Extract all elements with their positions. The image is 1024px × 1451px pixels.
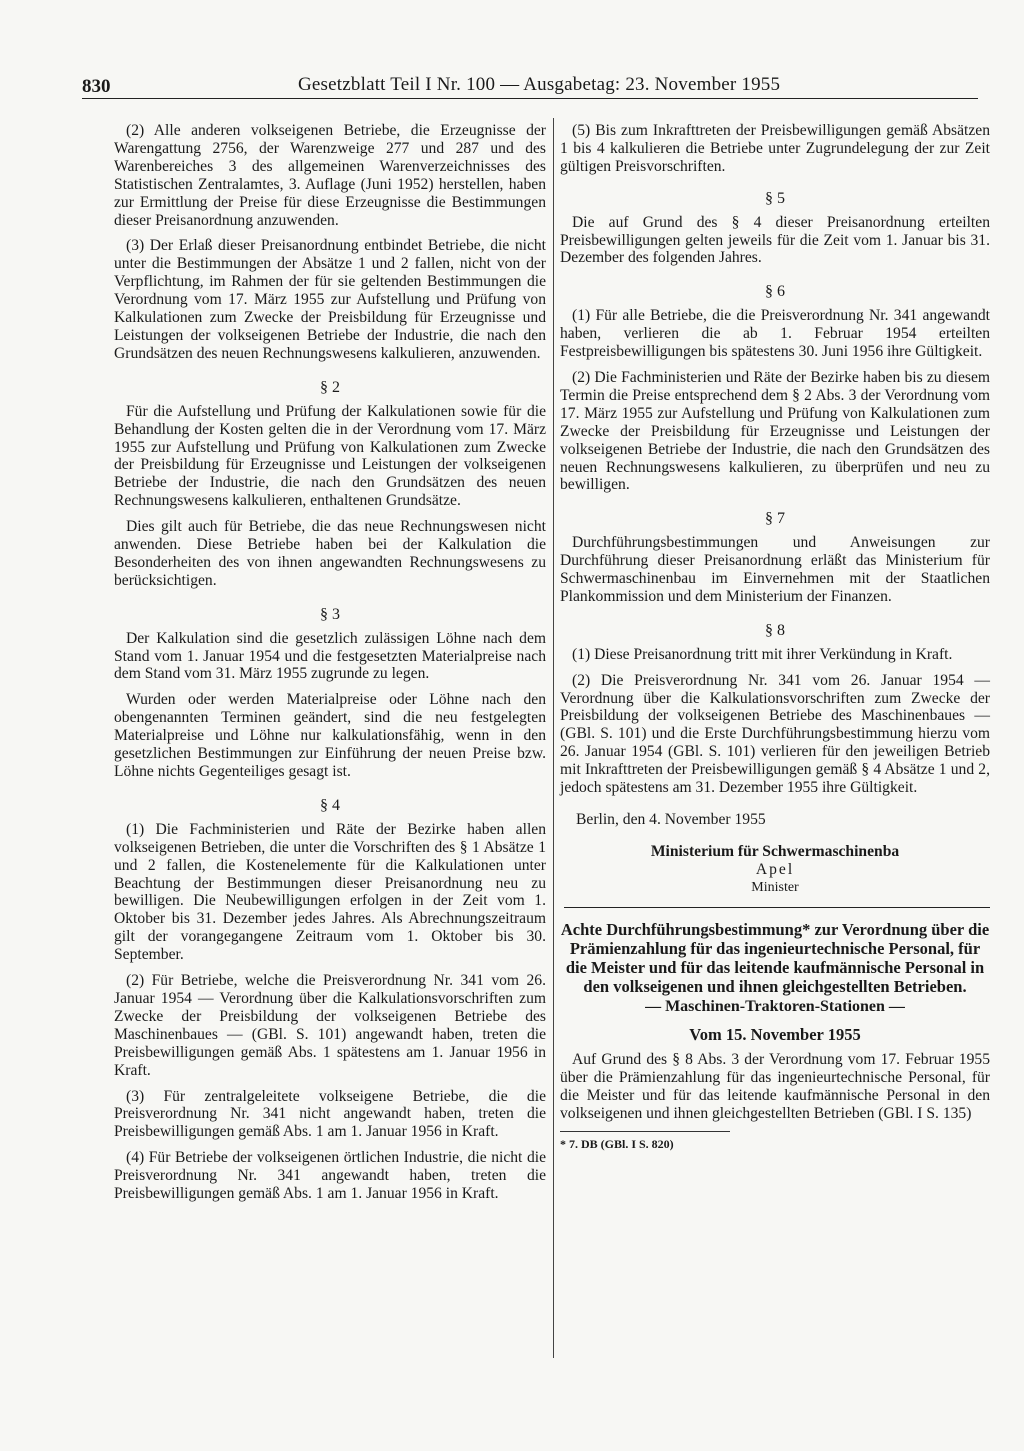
- footnote: * 7. DB (GBl. I S. 820): [560, 1137, 674, 1152]
- section-heading: § 3: [320, 605, 340, 623]
- paragraph: Wurden oder werden Materialpreise oder Löhne nach den obengenannten Terminen geändert, sind die neu festgelegten Materialpreise und Löhne nur kalkulationsfähig, wenn in den gesetzlichen Bestimmungen zur Einführung der neuen Preise bzw. Löhne nichts Gegenteiliges gesagt ist.: [114, 691, 546, 780]
- paragraph: Die auf Grund des § 4 dieser Preisanordnung erteilten Preisbewilligungen gelten jeweils für die Zeit vom 1. Januar bis 31. Dezember des folgenden Jahres.: [560, 213, 990, 267]
- paragraph: Durchführungsbestimmungen und Anweisungen zur Durchführung dieser Preisanordnung erläßt das Ministerium für Schwermaschinenbau im Einvernehmen mit der Staatlichen Plankommission und dem Ministerium der Finanzen.: [560, 534, 990, 605]
- paragraph: (1) Diese Preisanordnung tritt mit ihrer Verkündung in Kraft.: [572, 645, 953, 663]
- header-title: Gesetzblatt Teil I Nr. 100 — Ausgabetag: 23. November 1955: [298, 74, 781, 95]
- paragraph: Dies gilt auch für Betriebe, die das neue Rechnungswesen nicht anwenden. Diese Betriebe haben bei der Kalkulation die Besonderheiten des von ihnen angewandten Rechnungswesens zu berücksichtigen.: [114, 518, 546, 589]
- paragraph: (4) Für Betriebe der volkseigenen örtlichen Industrie, die nicht die Preisverordnung Nr. 341 angewandt haben, treten die Preisbewilligungen gemäß Abs. 1 am 1. Januar 1956 in Kraft.: [114, 1149, 546, 1203]
- paragraph: Für die Aufstellung und Prüfung der Kalkulationen sowie für die Behandlung der Kosten gelten die in der Verordnung vom 17. März 1955 zur Aufstellung und Prüfung von Kalkulationen zum Zwecke der Preisbildung für Erzeugnisse und Leistungen der volkseigenen Betriebe der Industrie, die nach den Grundsätzen des neuen Rechnungswesens kalkulieren, enthaltenen Grundsätze.: [114, 402, 546, 510]
- section-heading: § 2: [320, 378, 340, 396]
- paragraph: (2) Die Fachministerien und Räte der Bezirke haben bis zu diesem Termin die Preise entsprechend dem § 2 Abs. 3 der Verordnung vom 17. März 1955 zur Aufstellung und Prüfung von Kalkulationen zum Zwecke der Preisbildung für Erzeugnisse und Leistungen der volkseigenen Betriebe der Industrie, die nach den Grundsätzen des neuen Rechnungswesens kalkulieren, zu überprüfen und neu zu bewilligen.: [560, 368, 990, 494]
- footnote-rule: [560, 1131, 730, 1132]
- regulation-subtitle: — Maschinen-Traktoren-Stationen —: [645, 997, 905, 1015]
- paragraph: (2) Alle anderen volkseigenen Betriebe, die Erzeugnisse der Warengattung 2756, der Warenzweige 277 und 287 und des Warenbereiches 3 des allgemeinen Warenverzeichnisses des Statistischen Zentralamtes, 3. Auflage (Juni 1952) herstellen, haben zur Ermittlung der Preise für diese Erzeugnisse die Bestimmungen dieser Preisanordnung anzuwenden.: [114, 122, 546, 229]
- paragraph: (5) Bis zum Inkrafttreten der Preisbewilligungen gemäß Absätzen 1 bis 4 kalkulieren die Betriebe unter Zugrundelegung der zur Zeit gültigen Preisvorschriften.: [560, 122, 990, 175]
- paragraph: (1) Die Fachministerien und Räte der Bezirke haben allen volkseigenen Betrieben, die unter die Vorschriften des § 1 Absätze 1 und 2 fallen, die Kostenelemente für die Kalkulationen unter Beachtung der Bestimmungen dieser Preisanordnung neu zu bewilligen. Die Neubewilligungen erfolgen in der Zeit vom 1. Oktober bis 31. Dezember jedes Jahres. Als Abrechnungszeitraum gilt der vorangegangene Zeitraum vom 1. Oktober bis 30. September.: [114, 820, 546, 964]
- regulation-title: Achte Durchführungsbestimmung* zur Verordnung über die Prämienzahlung für das ingenieurtechnische Personal, für die Meister und für das leitende kaufmännische Personal in den volkseigenen und ihnen gleichgestellten Betrieben.: [560, 919, 990, 996]
- page-number: 830: [82, 76, 111, 97]
- paragraph: Der Kalkulation sind die gesetzlich zulässigen Löhne nach dem Stand vom 1. Januar 1954 und die festgesetzten Materialpreise nach dem Stand vom 31. März 1955 zugrunde zu legen.: [114, 629, 546, 683]
- page-header: [82, 74, 978, 99]
- place-date: Berlin, den 4. November 1955: [576, 811, 766, 828]
- signer-title: Minister: [751, 879, 799, 895]
- right-column: [560, 122, 990, 1154]
- signer-name: Apel: [755, 860, 795, 878]
- column-divider: [553, 118, 554, 1358]
- section-rule: [564, 907, 990, 908]
- paragraph: (2) Die Preisverordnung Nr. 341 vom 26. Januar 1954 — Verordnung über die Kalkulationsvorschriften zum Zwecke der Preisbildung der volkseigenen Betriebe des Maschinenbaues — (GBl. S. 101) und die Erste Durchführungsbestimmung hierzu vom 26. Januar 1954 (GBl. S. 101) verlieren für den jeweiligen Betrieb mit Inkrafttreten der Preisbewilligungen gemäß § 4 Absätze 1 und 2, jedoch spätestens am 31. Dezember 1955 ihre Gültigkeit.: [560, 671, 990, 797]
- section-heading: § 4: [320, 796, 340, 814]
- regulation-date: Vom 15. November 1955: [689, 1024, 861, 1044]
- paragraph: (1) Für alle Betriebe, die die Preisverordnung Nr. 341 angewandt haben, verlieren die ab 1. Februar 1954 erteilten Festpreisbewilligungen bis spätestens 30. Juni 1956 ihre Gültigkeit.: [560, 307, 990, 361]
- ministry-name: Ministerium für Schwermaschinenba: [650, 842, 900, 860]
- section-heading: § 6: [765, 283, 785, 301]
- paragraph: (2) Für Betriebe, welche die Preisverordnung Nr. 341 vom 26. Januar 1954 — Verordnung über die Kalkulationsvorschriften zum Zwecke der Preisbildung der volkseigenen Betriebe des Maschinenbaues — (GBl. S. 101) angewandt haben, treten die Preisbewilligungen gemäß Abs. 1 spätestens am 1. Januar 1956 in Kraft.: [114, 972, 546, 1079]
- section-heading: § 7: [765, 510, 785, 528]
- paragraph: Auf Grund des § 8 Abs. 3 der Verordnung vom 17. Februar 1955 über die Prämienzahlung für das ingenieurtechnische Personal, für die Meister und für das leitende kaufmännische Personal in den volkseigenen und ihnen gleichgestellten Betrieben (GBl. I S. 135): [560, 1051, 990, 1123]
- paragraph: (3) Der Erlaß dieser Preisanordnung entbindet Betriebe, die nicht unter die Bestimmungen der Absätze 1 und 2 fallen, nicht von der Verpflichtung, im Rahmen der für sie geltenden Bestimmungen die Verordnung vom 17. März 1955 zur Aufstellung und Prüfung von Kalkulationen zum Zwecke der Preisbildung für Erzeugnisse und Leistungen der volkseigenen Betriebe der Industrie, die nach den Grundsätzen des neuen Rechnungswesens kalkulieren, anzuwenden.: [114, 237, 546, 362]
- left-column: [114, 122, 546, 1211]
- section-heading: § 5: [765, 189, 785, 207]
- section-heading: § 8: [765, 621, 785, 639]
- paragraph: (3) Für zentralgeleitete volkseigene Betriebe, die die Preisverordnung Nr. 341 nicht angewandt haben, treten die Preisbewilligungen gemäß Abs. 1 am 1. Januar 1956 in Kraft.: [114, 1087, 546, 1141]
